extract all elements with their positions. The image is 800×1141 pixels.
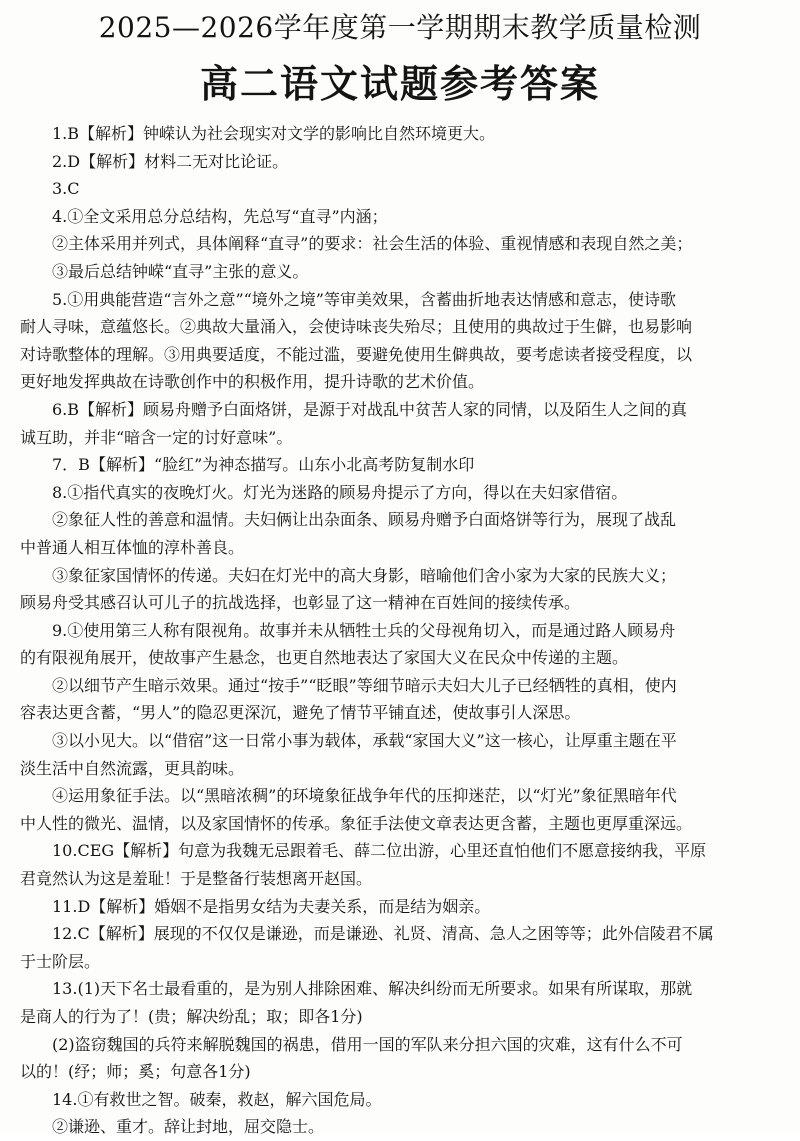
answer-line: 以的！(纾；师；奚；句意各1分) xyxy=(20,1062,251,1082)
answer-line: 诚互助，并非“暗含一定的讨好意味”。 xyxy=(20,427,293,447)
answer-line: 4.①全文采用总分总结构，先总写“直寻”内涵； xyxy=(52,206,388,226)
answer-line: 6.B【解析】顾易舟赠予白面烙饼，是源于对战乱中贫苦人家的同情，以及陌生人之间的真 xyxy=(52,399,688,419)
answer-line: 12.C【解析】展现的不仅仅是谦逊，而是谦逊、礼贤、清高、急人之困等等；此外信陵君不属 xyxy=(52,924,714,944)
answer-line: 于士阶层。 xyxy=(20,951,101,971)
answer-line: 中人性的微光、温情，以及家国情怀的传承。象征手法使文章表达更含蓄，主题也更厚重深远。 xyxy=(20,813,693,833)
answer-line: 3.C xyxy=(52,179,80,199)
exam-title: 2025—2026学年度第一学期期末教学质量检测 xyxy=(98,11,702,44)
answer-line: 容表达更含蓄，“男人”的隐忍更深沉，避免了情节平铺直述，使故事引人深思。 xyxy=(20,703,581,723)
answer-line: 更好地发挥典故在诗歌创作中的积极作用，提升诗歌的艺术价值。 xyxy=(20,372,485,392)
answer-line: 9.①使用第三人称有限视角。故事并未从牺牲士兵的父母视角切入，而是通过路人顾易舟 xyxy=(52,620,676,640)
answer-line: ②谦逊、重才。辞让封地，屈交隐士。 xyxy=(52,1117,325,1137)
answer-line: ③最后总结钟嵘“直寻”主张的意义。 xyxy=(52,261,309,281)
answer-line: 2.D【解析】材料二无对比论证。 xyxy=(52,151,289,171)
answer-line: ②主体采用并列式，具体阐释“直寻”的要求：社会生活的体验、重视情感和表现自然之美； xyxy=(52,234,693,254)
answer-line: 11.D【解析】婚姻不是指男女结为夫妻关系，而是结为姻亲。 xyxy=(52,896,491,916)
answer-line: 君竟然认为这是羞耻！于是整备行装想离开赵国。 xyxy=(20,869,373,889)
answer-line: 是商人的行为了！(贵；解决纷乱；取；即各1分) xyxy=(20,1007,363,1026)
answer-line: 耐人寻味，意蕴悠长。②典故大量涌入，会使诗味丧失殆尽；且使用的典故过于生僻，也易影响 xyxy=(20,317,693,337)
answer-line: ③以小见大。以“借宿”这一日常小事为载体，承载“家国大义”这一核心，让厚重主题在平 xyxy=(52,731,677,751)
answer-line: 中普通人相互体恤的淳朴善良。 xyxy=(20,537,245,557)
answer-line: 13.(1)天下名士最看重的，是为别人排除困难、解决纠纷而无所要求。如果有所谋取，那就 xyxy=(52,979,693,999)
answer-key-title: 高二语文试题参考答案 xyxy=(199,61,600,106)
answer-line: 对诗歌整体的理解。③用典要适度，不能过滥，要避免使用生僻典故，要考虑读者接受程度，以 xyxy=(20,344,693,364)
answer-line: 1.B【解析】钟嵘认为社会现实对文学的影响比自然环境更大。 xyxy=(52,124,496,143)
answer-line: 8.①指代真实的夜晚灯火。灯光为迷路的顾易舟提示了方向，得以在夫妇家借宿。 xyxy=(52,482,628,502)
answer-line: 顾易舟受其感召认可儿子的抗战选择，也彰显了这一精神在百姓间的接续传承。 xyxy=(20,593,581,613)
answer-line: 的有限视角展开，使故事产生悬念，也更自然地表达了家国大义在民众中传递的主题。 xyxy=(20,648,629,668)
answer-line: 淡生活中自然流露，更具韵味。 xyxy=(20,758,245,778)
answer-line: 5.①用典能营造“言外之意”“境外之境”等审美效果，含蓄曲折地表达情感和意志，使诗歌 xyxy=(52,289,676,309)
answer-line: 10.CEG【解析】句意为我魏无忌跟着毛、薛二位出游，心里还直怕他们不愿意接纳我，平原 xyxy=(52,841,707,861)
answer-line: (2)盗窃魏国的兵符来解脱魏国的祸患，借用一国的军队来分担六国的灾难，这有什么不可 xyxy=(52,1034,683,1054)
answer-line: ③象征家国情怀的传递。夫妇在灯光中的高大身影，暗喻他们舍小家为大家的民族大义； xyxy=(52,565,677,585)
answer-line: 14.①有救世之智。破秦，救赵，解六国危局。 xyxy=(52,1089,382,1109)
answer-line: ②象征人性的善意和温情。夫妇俩让出杂面条、顾易舟赠予白面烙饼等行为，展现了战乱 xyxy=(52,510,677,530)
answer-line: ②以细节产生暗示效果。通过“按手”“眨眼”等细节暗示夫妇大儿子已经牺牲的真相，使内 xyxy=(52,675,677,695)
answer-list xyxy=(20,120,786,1141)
answer-line: 7．B【解析】“脸红”为神态描写。山东小北高考防复制水印 xyxy=(52,455,475,475)
answer-line: ④运用象征手法。以“黑暗浓稠”的环境象征战争年代的压抑迷茫，以“灯光”象征黑暗年代 xyxy=(52,786,677,806)
